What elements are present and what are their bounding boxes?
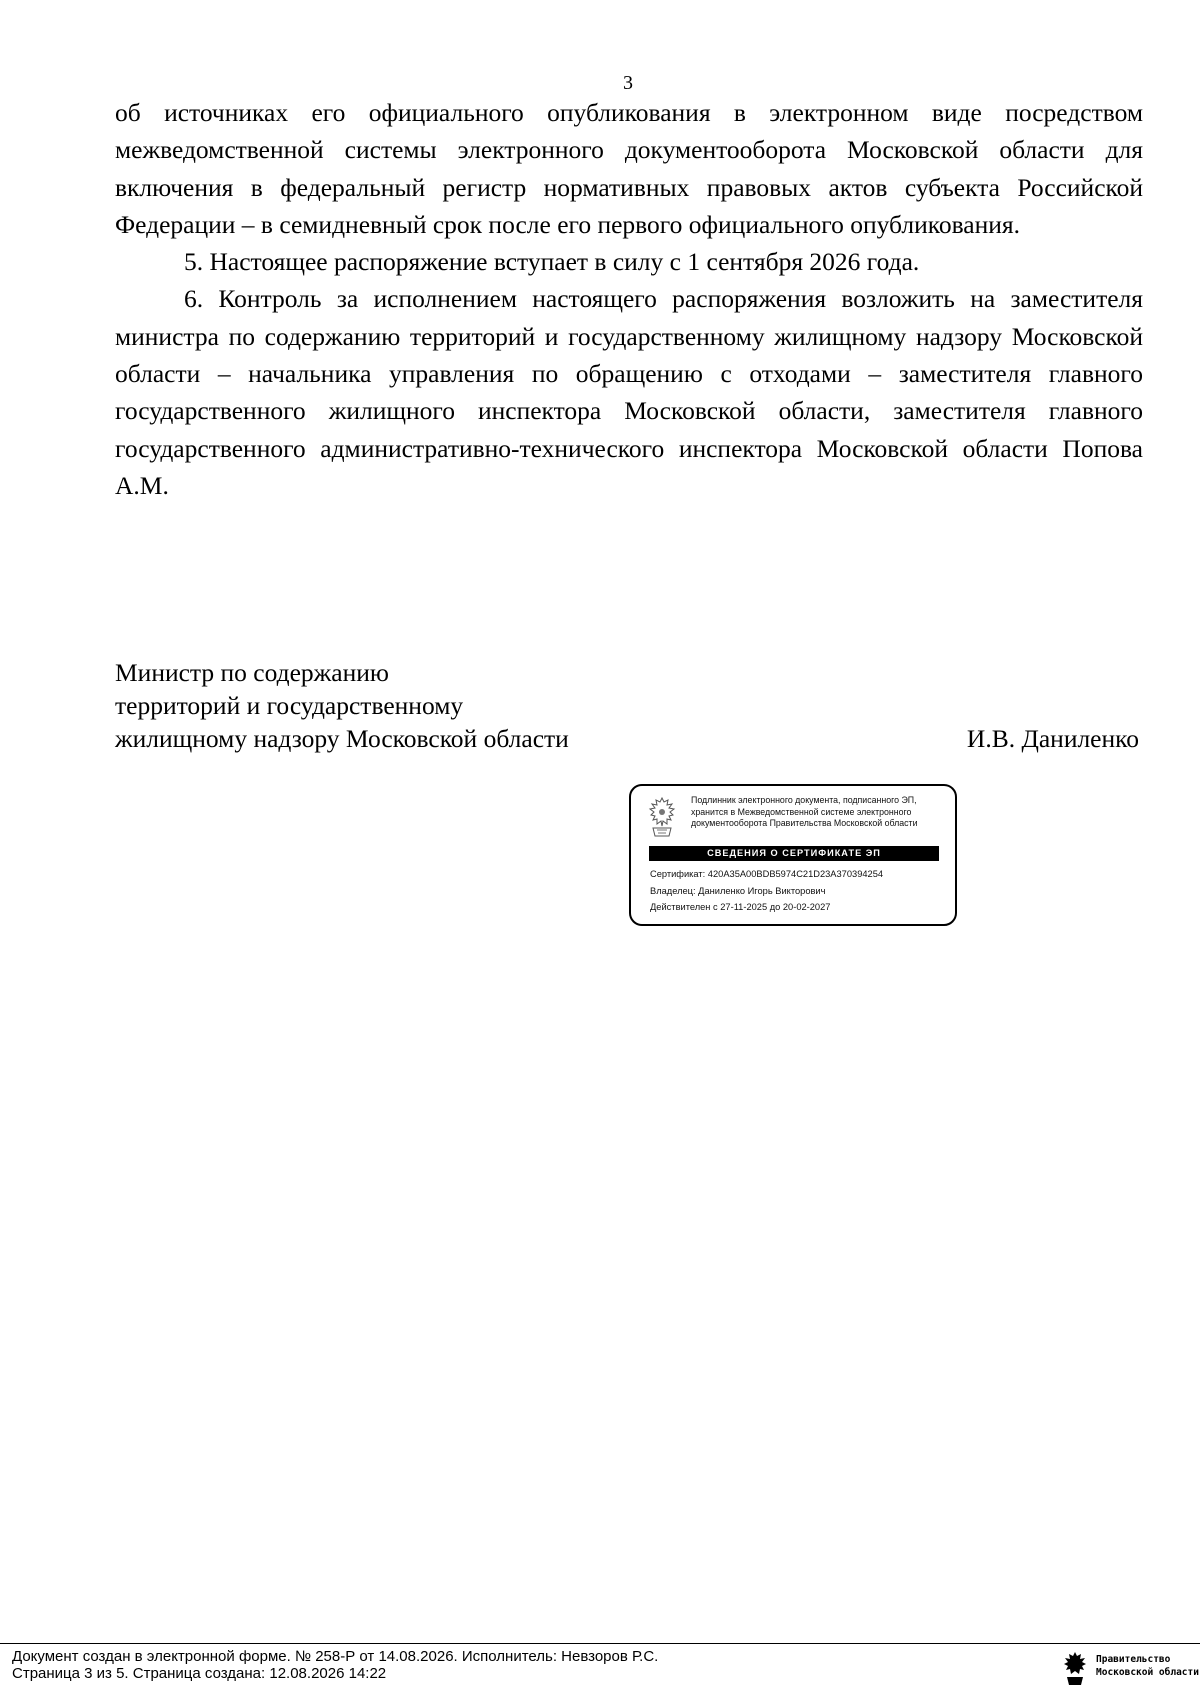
signer-position-line: жилищному надзору Московской области (115, 724, 569, 753)
stamp-header-line: документооборота Правительства Московской области (691, 818, 918, 829)
footer-divider (0, 1643, 1200, 1644)
logo-text-line: Правительство (1096, 1654, 1171, 1665)
certificate-owner: Владелец: Даниленко Игорь Викторович (650, 885, 826, 896)
certificate-number: Сертификат: 420A35A00BDB5974C21D23A370394254 (650, 869, 884, 879)
footer-document-info: Документ создан в электронной форме. № 258-Р от 14.08.2026. Исполнитель: Невзоров Р.С. (12, 1648, 659, 1665)
stamp-header-line: хранится в Межведомственной системе электронного (691, 806, 912, 817)
paragraph-continuation: об источниках его официального опубликования в электронном виде посредством межведомственной системы электронного документооборота Московской области для включения в федеральный регистр нормативных правовых актов субъекта Российской Федерации – в семидневный срок после его первого официального опубликования. (115, 98, 1143, 239)
government-emblem-icon (1062, 1651, 1088, 1687)
signer-position-line: территорий и государственному (115, 691, 464, 720)
certificate-validity: Действителен с 27-11-2025 до 20-02-2027 (650, 902, 831, 913)
stamp-header-line: Подлинник электронного документа, подписанного ЭП, (691, 795, 917, 805)
footer-info (12, 1648, 658, 1682)
government-logo-text (1096, 1653, 1199, 1679)
footer-page-info: Страница 3 из 5. Страница создана: 12.08.2026 14:22 (12, 1665, 387, 1682)
paragraph-item-5: 5. Настоящее распоряжение вступает в силу с 1 сентября 2026 года. (184, 247, 920, 277)
page-number: 3 (623, 72, 633, 94)
paragraph-item-6: 6. Контроль за исполнением настоящего распоряжения возложить на заместителя министра по содержанию территорий и государственному жилищному надзору Московской области – начальника управления по обращению с отходами – заместителя главного государственного жилищного инспектора Московской области, заместителя главного государственного административно-технического инспектора Московской области Попова А.М. (115, 284, 1143, 500)
stamp-title-bar: СВЕДЕНИЯ О СЕРТИФИКАТЕ ЭП (649, 846, 939, 861)
coat-of-arms-icon (645, 796, 679, 840)
document-body (115, 94, 1143, 504)
signer-position-line: Министр по содержанию (115, 658, 389, 687)
logo-text-line: Московской области (1096, 1667, 1199, 1678)
signature-block (115, 656, 1139, 755)
electronic-signature-stamp (629, 784, 957, 926)
government-logo (1062, 1650, 1199, 1690)
stamp-header (691, 795, 951, 830)
stamp-certificate-details (650, 866, 883, 916)
signer-name: И.В. Даниленко (966, 724, 1139, 753)
